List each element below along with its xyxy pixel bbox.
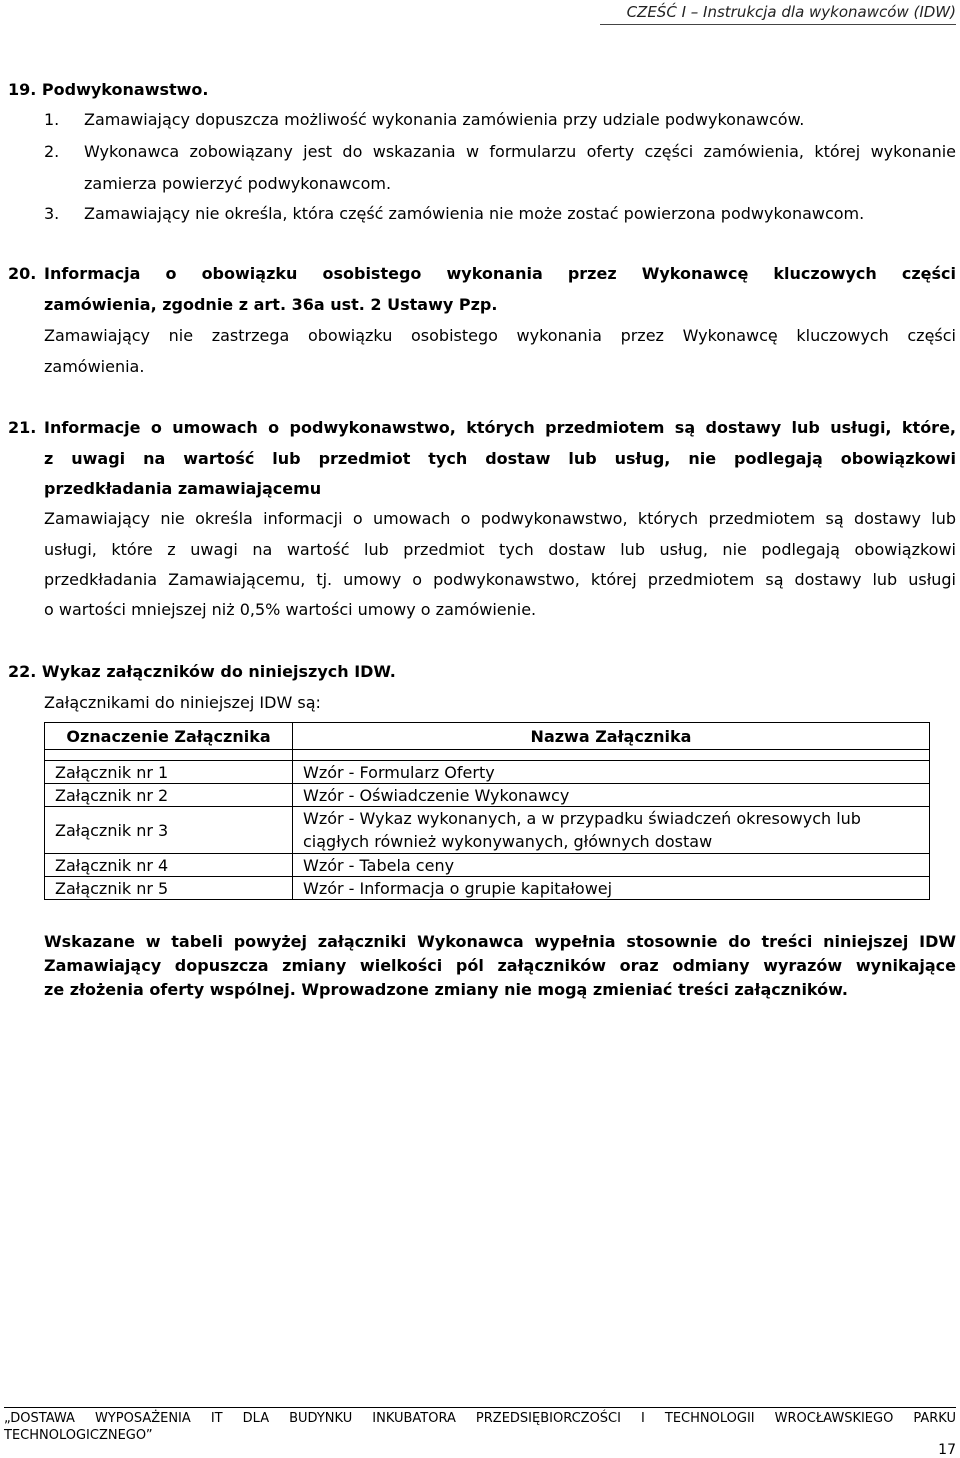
attachment-name-line-1: Wzór - Wykaz wykonanych, a w przypadku świadczeń okresowych lub: [303, 809, 861, 828]
section-21-paragraph-line-3: przedkładania Zamawiającemu, tj. umowy o podwykonawstwo, której przedmiotem są dostawy lub usługi: [44, 570, 956, 589]
page-header: CZEŚĆ I – Instrukcja dla wykonawców (IDW): [600, 2, 956, 25]
section-21-heading-line-2: z uwagi na wartość lub przedmiot tych dostaw lub usług, nie podlegają obowiązkowi: [44, 449, 956, 468]
item-number: 1.: [44, 110, 60, 129]
item-text: Zamawiający nie określa, która część zamówienia nie może zostać powierzona podwykonawcom.: [84, 204, 865, 223]
attachment-name: Wzór - Tabela ceny: [293, 854, 930, 877]
column-header-name: Nazwa Załącznika: [293, 723, 930, 750]
page-footer: [4, 1410, 956, 1444]
section-20-heading-line-1: Informacja o obowiązku osobistego wykonania przez Wykonawcę kluczowych części: [44, 264, 956, 283]
section-19-item-3: [44, 204, 864, 223]
item-text: Wykonawca zobowiązany jest do wskazania w formularzu oferty części zamówienia, której wykonanie: [84, 142, 956, 161]
section-20-heading-line-2: zamówienia, zgodnie z art. 36a ust. 2 Ustawy Pzp.: [44, 295, 498, 314]
footer-line-1: „DOSTAWA WYPOSAŻENIA IT DLA BUDYNKU INKUBATORA PRZEDSIĘBIORCZOŚCI I TECHNOLOGII WROCŁAWSKIEGO PARKU: [4, 1411, 956, 1426]
attachment-label: Załącznik nr 3: [45, 807, 293, 854]
attachments-table: [44, 722, 930, 900]
attachment-name-multiline: [293, 807, 930, 854]
table-row: [45, 854, 930, 877]
attachment-label: Załącznik nr 4: [45, 854, 293, 877]
attachment-label: Załącznik nr 2: [45, 784, 293, 807]
footer-divider: [4, 1407, 956, 1408]
table-row: [45, 761, 930, 784]
attachment-label: Załącznik nr 1: [45, 761, 293, 784]
attachment-name: Wzór - Oświadczenie Wykonawcy: [293, 784, 930, 807]
table-header-row: [45, 723, 930, 750]
item-text: Zamawiający dopuszcza możliwość wykonania zamówienia przy udziale podwykonawców.: [84, 110, 805, 129]
section-22-heading: 22. Wykaz załączników do niniejszych IDW.: [8, 662, 396, 681]
column-header-designation: Oznaczenie Załącznika: [45, 723, 293, 750]
section-20-number: 20.: [8, 264, 37, 283]
section-21-paragraph-line-4: o wartości mniejszej niż 0,5% wartości umowy o zamówienie.: [44, 600, 537, 619]
attachments-note-line-1: Wskazane w tabeli powyżej załączniki Wykonawca wypełnia stosownie do treści niniejszej IDW: [44, 932, 956, 951]
section-19-item-2-line-2: zamierza powierzyć podwykonawcom.: [84, 174, 392, 193]
footer-line-2: TECHNOLOGICZNEGO”: [4, 1428, 153, 1443]
attachment-name: Wzór - Formularz Oferty: [293, 761, 930, 784]
table-spacer-row: [45, 750, 930, 761]
item-number: 2.: [44, 142, 60, 161]
page-number: 17: [938, 1442, 956, 1458]
table-row: [45, 807, 930, 854]
section-19-item-1: [44, 110, 804, 129]
table-row: [45, 784, 930, 807]
attachment-name-line-2: ciągłych również wykonywanych, głównych dostaw: [303, 832, 713, 851]
section-21-paragraph-line-2: usługi, które z uwagi na wartość lub przedmiot tych dostaw lub usług, nie podlegają obowiązkowi: [44, 540, 956, 559]
section-21-heading-line-1: Informacje o umowach o podwykonawstwo, których przedmiotem są dostawy lub usługi, które,: [44, 418, 956, 437]
section-21-number: 21.: [8, 418, 37, 437]
section-20-paragraph-line-2: zamówienia.: [44, 357, 145, 376]
section-21-heading-line-3: przedkładania zamawiającemu: [44, 479, 322, 498]
section-21-paragraph-line-1: Zamawiający nie określa informacji o umowach o podwykonawstwo, których przedmiotem są dostawy lub: [44, 509, 956, 528]
section-20-paragraph-line-1: Zamawiający nie zastrzega obowiązku osobistego wykonania przez Wykonawcę kluczowych części: [44, 326, 956, 345]
section-22-intro: Załącznikami do niniejszej IDW są:: [44, 693, 321, 712]
item-number: 3.: [44, 204, 60, 223]
section-19-heading: 19. Podwykonawstwo.: [8, 80, 209, 99]
attachments-note-line-3: ze złożenia oferty wspólnej. Wprowadzone zmiany nie mogą zmieniać treści załączników.: [44, 980, 848, 999]
section-19-item-2-line-1: [44, 142, 956, 161]
attachments-note-line-2: Zamawiający dopuszcza zmiany wielkości pól załączników oraz odmiany wyrazów wynikające: [44, 956, 956, 975]
table-row: [45, 877, 930, 900]
attachment-label: Załącznik nr 5: [45, 877, 293, 900]
attachment-name: Wzór - Informacja o grupie kapitałowej: [293, 877, 930, 900]
